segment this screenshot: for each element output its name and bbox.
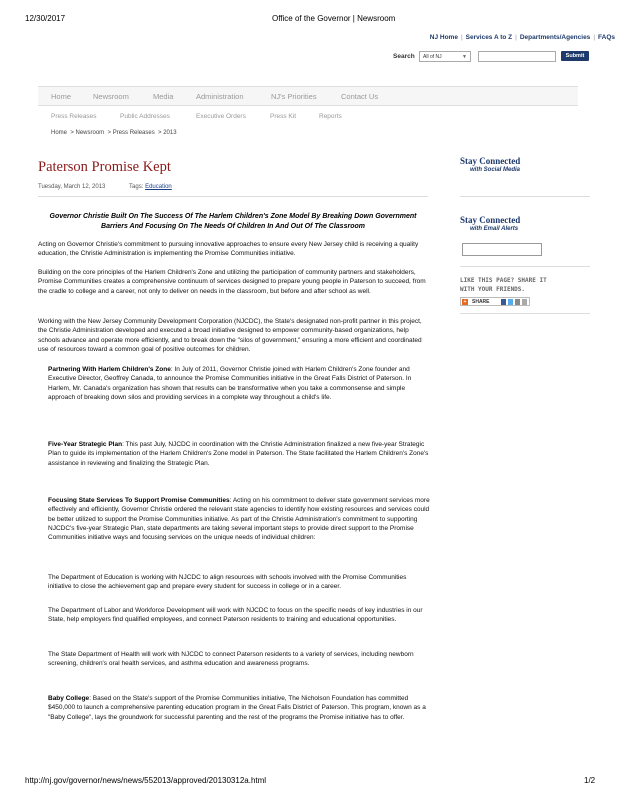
nav-contact-us[interactable]: Contact Us [341,92,379,101]
paragraph [48,365,430,402]
page-title: Paterson Promise Kept [38,159,171,175]
departments-link[interactable]: Departments/Agencies [519,34,591,41]
nav-home[interactable]: Home [51,92,72,101]
email-alerts-widget [460,215,520,232]
share-prompt-line-2: WITH YOUR FRIENDS. [460,286,526,293]
print-url: http://nj.gov/governor/news/news/552013/approved/20130312a.html [25,776,267,785]
share-button[interactable] [460,297,530,306]
email-heading: Stay Connected [460,215,521,225]
paragraph: The Department of Education is working with NJCDC to align resources with schools involved with the Promise Communities initiative to close the achievement gap and prepare every student for success in college or in a career. [48,574,407,591]
paragraph-heading: Five-Year Strategic Plan [48,441,123,448]
paragraph-body: : In July of 2011, Governor Christie joined with Harlem Children's Zone founder and Executive Director, Geoffrey Canada, to announce the Promise Communities initiative in the Great Falls District of Paterson. In Harlem, Mr. Canada's organization has shown that results can be transformative when you take a commonsense and simple approach of breaking down silos and providing services in a complete way throughout a child's life. [48,366,412,401]
article-meta [38,184,172,190]
tag-education-link[interactable]: Education [145,184,172,190]
utility-separator: | [515,34,517,41]
email-icon [515,299,520,305]
twitter-icon [508,299,513,305]
email-subheading: with Email Alerts [470,226,519,232]
nav-administration[interactable]: Administration [196,92,244,101]
share-label: SHARE [472,299,490,305]
paragraph-body: : This past July, NJCDC in coordination with the Christie Administration finalized a new five-year Strategic Plan to guide its implementation of the Harlem Children's Zone model in Paterson. The State facilitated the Harlem Children's Zone's assistance in reviewing and finalizing the Strategic Plan. [48,441,429,467]
faqs-link[interactable]: FAQs [598,34,615,41]
email-input[interactable] [462,243,542,256]
utility-separator: | [593,34,596,41]
breadcrumb[interactable]: Home > Newsroom > Press Releases > 2013 [51,130,177,136]
paragraph-heading: Focusing State Services To Support Promise Communities [48,497,230,504]
search-scope-value: All of NJ [423,54,442,60]
subnav-executive-orders[interactable]: Executive Orders [196,113,246,120]
main-nav [38,86,578,106]
services-link[interactable]: Services A to Z [465,34,513,41]
tags-label: Tags: [129,184,144,190]
paragraph [48,496,430,542]
nj-home-link[interactable]: NJ Home [429,34,458,41]
nav-newsroom[interactable]: Newsroom [93,92,129,101]
plus-icon: + [463,299,467,305]
article-date: Tuesday, March 12, 2013 [38,184,106,190]
subnav-press-kit[interactable]: Press Kit [270,113,297,120]
print-page-number: 1/2 [584,776,596,785]
paragraph: The Department of Labor and Workforce Development will work with NJCDC to focus on the specific needs of key industries in our State, help employers find qualified employees, and connect Paterson residents to training and educational opportunities. [48,607,423,624]
print-page-title: Office of the Governor | Newsroom [272,14,396,23]
paragraph-heading: Partnering With Harlem Children's Zone [48,366,171,373]
sub-nav [38,112,578,124]
paragraph-body: : Based on the State's support of the Promise Communities initiative, The Nicholson Foundation has committed $450,000 to launch a comprehensive parenting education program in the Great Falls District of Paterson. This program, known as a "Baby College", lays the groundwork for successful parenting and the rest of the programs the Promise initiative has to offer. [48,695,426,721]
paragraph [48,440,430,468]
sidebar-divider [460,266,590,267]
sidebar-divider [460,196,590,197]
chevron-down-icon: ▼ [462,54,467,60]
paragraph [48,694,430,722]
paragraph: The State Department of Health will work with NJCDC to connect Paterson residents to a variety of services, including newborn screening, children's oral health services, and asthma education and awareness programs. [48,651,414,668]
subnav-press-releases[interactable]: Press Releases [51,113,97,120]
more-icon [522,299,527,305]
divider [38,196,428,197]
social-media-widget[interactable] [460,156,520,173]
subhead-line-1: Governor Christie Built On The Success Of The Harlem Children's Zone Model By Breaking Down Government [49,213,417,220]
search-label: Search [393,53,415,60]
subhead-line-2: Barriers And Focusing On The Needs Of Children In And Out Of The Classroom [101,223,365,230]
paragraph: Acting on Governor Christie's commitment to pursuing innovative approaches to ensure every New Jersey child is receiving a quality education, the Christie Administration is implementing the Promise Communities initiative. [38,241,419,258]
article-subhead [38,212,428,232]
social-subheading: with Social Media [470,167,521,173]
facebook-icon [501,299,506,305]
utility-links [427,34,618,41]
share-prompt-line-1: LIKE THIS PAGE? SHARE IT [460,277,547,284]
paragraph: Working with the New Jersey Community Development Corporation (NJCDC), the State's designated non-profit partner in this project, the Christie Administration developed and executed a broad initiative designed to empower community-based organizations, help schools advance and operate more efficiently, and to break down the "silos of government," ensuring a more efficient and coordinated use of resources toward a common goal of positive outcomes for children. [38,318,422,353]
print-date: 12/30/2017 [25,14,66,23]
search-submit-button[interactable]: Submit [561,51,589,61]
sidebar-divider [460,313,590,314]
nav-media[interactable]: Media [153,92,174,101]
nav-nj-priorities[interactable]: NJ's Priorities [271,92,317,101]
search-scope-select[interactable] [419,51,471,62]
paragraph-body: : Acting on his commitment to deliver state government services more effectively and efficiently, Governor Christie ordered the relevant state agencies to identify how existing resources and services could be better utilized to support the Promise Communities initiative. As part of the Christie Administration's commitment to supporting NJCDC's five-year Strategic Plan, state departments are taking several important steps to provide direct support to the Promise Communities initiative ways and focusing services on the unique needs of individual children: [48,497,430,542]
social-heading: Stay Connected [460,156,521,166]
paragraph-heading: Baby College [48,695,90,702]
subnav-reports[interactable]: Reports [319,113,342,120]
search-input[interactable] [478,51,556,62]
paragraph: Building on the core principles of the Harlem Children's Zone and utilizing the participation of community partners and stakeholders, Promise Communities creates a comprehensive continuum of services designed to prepare young people in Paterson to succeed, from the cradle to college and a career, not only to deliver on needs in the classroom, but before and after school as well. [38,269,426,295]
subnav-public-addresses[interactable]: Public Addresses [120,113,170,120]
utility-separator: | [460,34,463,41]
share-prompt [460,276,547,294]
